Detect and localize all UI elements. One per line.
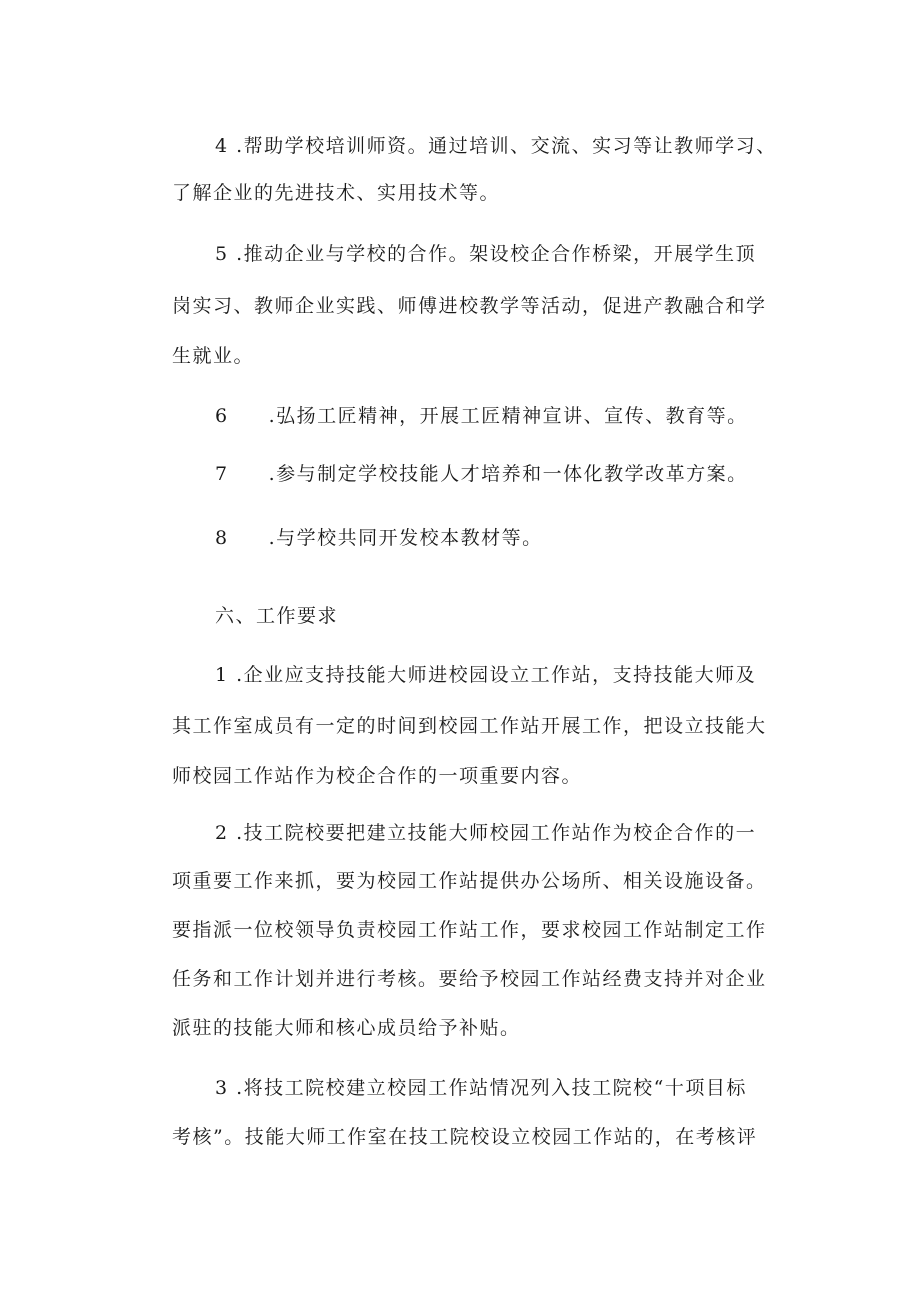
req-1-text-1: .企业应支持技能大师进校园设立工作站，支持技能大师及 [236,664,757,686]
req-2-number: 2 [215,822,229,844]
item-8-text: .与学校共同开发校本教材等。 [268,527,543,549]
section-heading: 六、工作要求 [215,605,339,627]
req-3-number: 3 [215,1077,229,1099]
req-1-line-2: 其工作室成员有一定的时间到校园工作站开展工作，把设立技能大 [172,715,767,737]
req-1-line-3: 师校园工作站作为校企合作的一项重要内容。 [172,765,583,787]
item-6-line [215,403,748,429]
item-8-number: 8 [215,527,229,549]
item-7-line [215,461,748,487]
item-4-text-1: .帮助学校培训师资。通过培训、交流、实习等让教师学习、 [236,135,777,157]
req-2-line-2: 项重要工作来抓，要为校园工作站提供办公场所、相关设施设备。 [172,870,767,892]
item-7-text: .参与制定学校技能人才培养和一体化教学改革方案。 [268,463,748,485]
item-4-line-2: 了解企业的先进技术、实用技术等。 [172,182,501,204]
item-8-line [215,525,543,551]
req-3-line-1 [215,1075,747,1101]
item-7-number: 7 [215,463,229,485]
req-2-line-1 [215,820,756,846]
item-5-line-1 [215,241,756,267]
req-2-text-1: .技工院校要把建立技能大师校园工作站作为校企合作的一 [236,822,757,844]
req-1-number: 1 [215,664,229,686]
item-6-number: 6 [215,405,229,427]
req-2-line-5: 派驻的技能大师和核心成员给予补贴。 [172,1017,521,1039]
item-5-line-3: 生就业。 [172,345,255,367]
item-6-text: .弘扬工匠精神，开展工匠精神宣讲、宣传、教育等。 [268,405,748,427]
req-3-line-2: 考核”。技能大师工作室在技工院校设立校园工作站的，在考核评 [172,1126,758,1148]
req-2-line-4: 任务和工作计划并进行考核。要给予校园工作站经费支持并对企业 [172,968,767,990]
req-2-line-3: 要指派一位校领导负责校园工作站工作，要求校园工作站制定工作 [172,919,767,941]
item-4-line-1 [215,133,777,159]
req-1-line-1 [215,662,756,688]
item-5-number: 5 [215,243,229,265]
req-3-text-1: .将技工院校建立校园工作站情况列入技工院校“十项目标 [236,1077,747,1099]
item-5-line-2: 岗实习、教师企业实践、师傅进校教学等活动，促进产教融合和学 [172,295,767,317]
item-5-text-1: .推动企业与学校的合作。架设校企合作桥梁，开展学生顶 [236,243,757,265]
item-4-number: 4 [215,135,229,157]
